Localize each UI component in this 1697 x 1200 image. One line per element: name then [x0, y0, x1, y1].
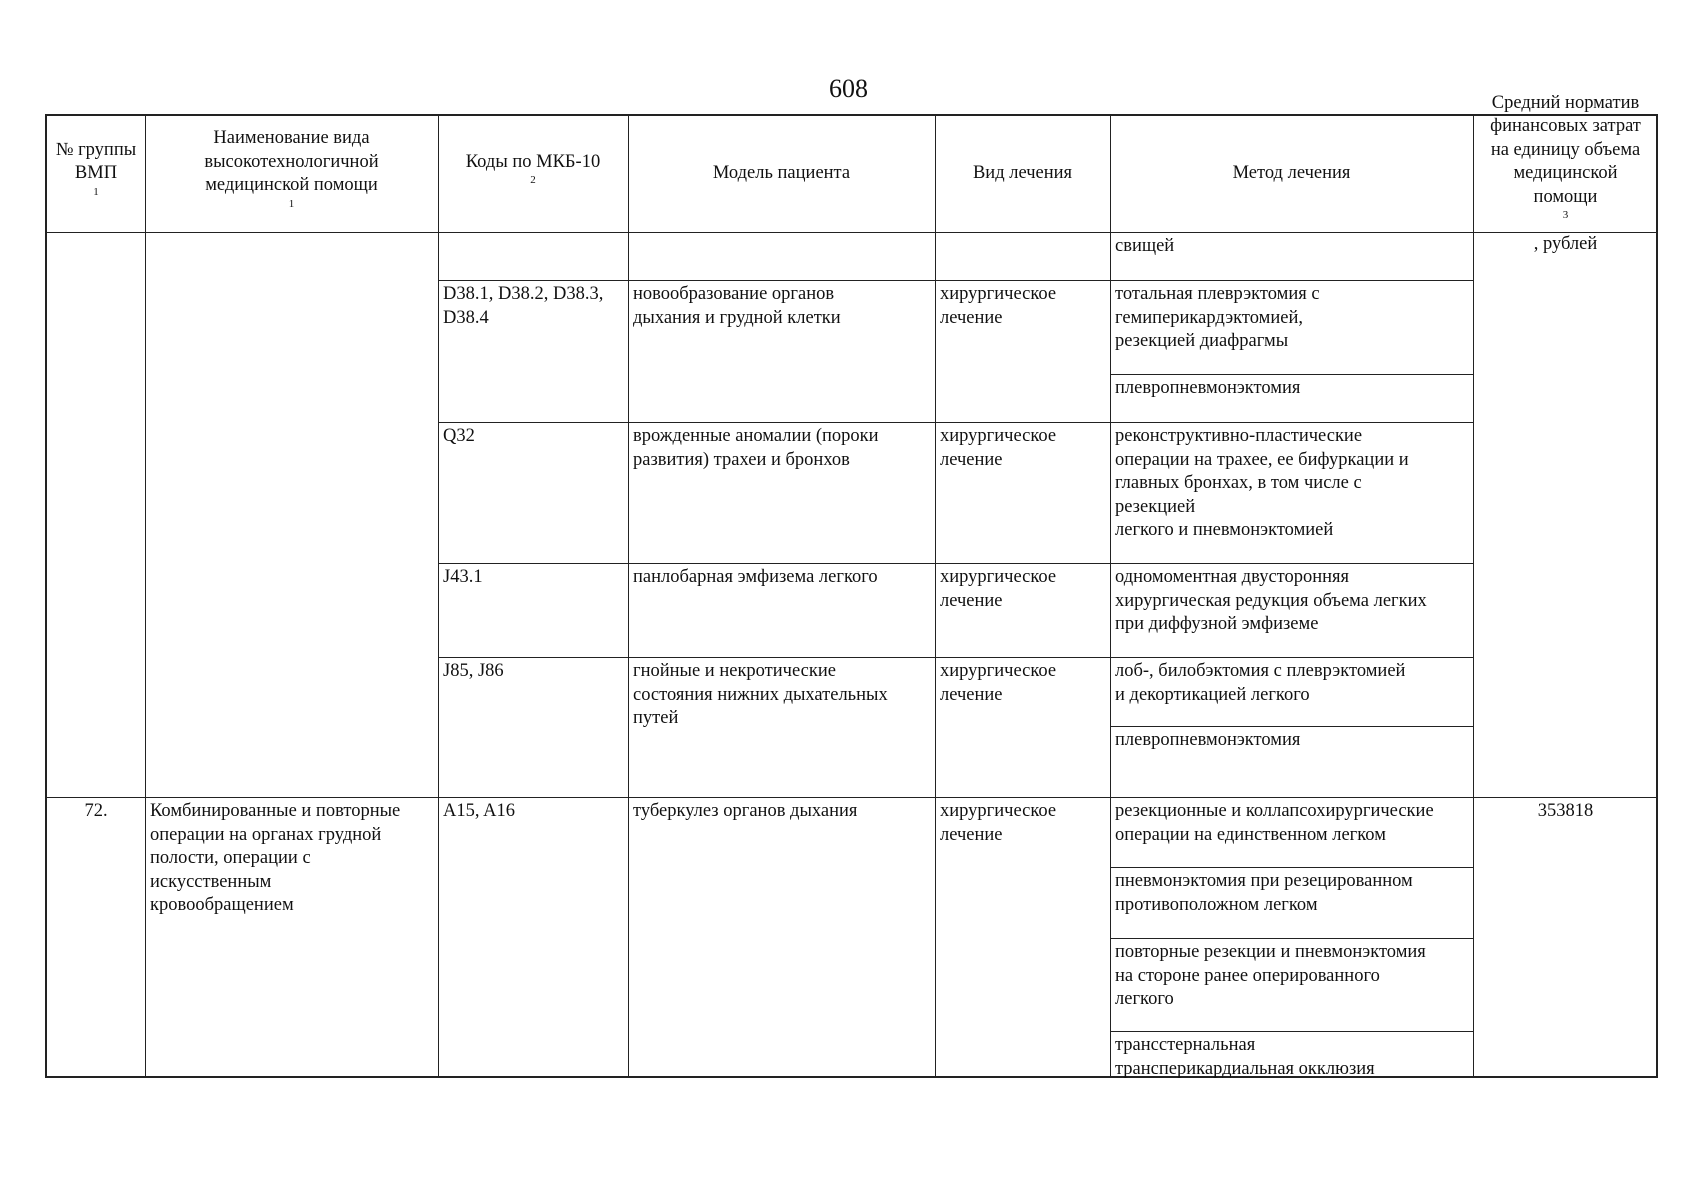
codes-cell: J85, J86 — [443, 661, 504, 681]
method-divider — [1110, 1031, 1473, 1032]
method-cell: трансстернальная трансперикардиальная окклюзия — [1115, 1035, 1375, 1079]
row-divider — [438, 280, 1473, 281]
codes-cell: D38.1, D38.2, D38.3, D38.4 — [443, 284, 604, 328]
treatment-cell: хирургическое лечение — [940, 661, 1057, 705]
vmp-table — [45, 92, 1658, 1079]
treatment-cell: хирургическое лечение — [940, 284, 1057, 328]
method-cell: повторные резекции и пневмонэктомия на стороне ранее оперированного легкого — [1115, 942, 1426, 1009]
codes-cell: J43.1 — [443, 567, 483, 587]
header-method: Метод лечения — [1232, 163, 1351, 184]
method-cell: пневмонэктомия при резецированном противоположном легком — [1115, 871, 1413, 915]
row-divider — [438, 563, 1473, 564]
method-cell: тотальная плеврэктомия с гемиперикардэктомией, резекцией диафрагмы — [1115, 284, 1320, 351]
method-cell: свищей — [1115, 236, 1175, 256]
header-treatment: Вид лечения — [972, 163, 1073, 184]
group-divider — [47, 797, 1658, 798]
row-divider — [438, 657, 1473, 658]
method-divider — [1110, 726, 1473, 727]
header-model: Модель пациента — [712, 163, 851, 184]
cost-cell: 353818 — [1537, 801, 1594, 821]
method-divider — [1110, 938, 1473, 939]
method-cell: одномоментная двусторонняя хирургическая редукция объема легких при диффузной эмфиземе — [1115, 567, 1427, 634]
col-line — [1473, 116, 1474, 1076]
col-line — [628, 116, 629, 1076]
method-cell: реконструктивно-пластические операции на трахее, ее бифуркации и главных бронхах, в том числе с резекцией легкого и пневмонэктомией — [1115, 426, 1409, 540]
page-number: 608 — [829, 74, 868, 103]
treatment-cell: хирургическое лечение — [940, 567, 1057, 611]
codes-cell: A15, A16 — [443, 801, 515, 821]
method-cell: резекционные и коллапсохирургические операции на единственном легком — [1115, 801, 1434, 845]
treatment-cell: хирургическое лечение — [940, 426, 1057, 470]
header-cost: Средний норматив финансовых затрат на единицу объема медицинской помощи $^3$ , рублей — [1490, 92, 1641, 254]
model-cell: гнойные и некротические состояния нижних дыхательных путей — [633, 661, 888, 728]
model-cell: новообразование органов дыхания и грудной клетки — [633, 284, 841, 328]
method-divider — [1110, 374, 1473, 375]
col-line — [145, 116, 146, 1076]
method-cell: лоб-, билобэктомия с плеврэктомией и декортикацией легкого — [1115, 661, 1406, 705]
model-cell: туберкулез органов дыхания — [633, 801, 858, 821]
method-cell: плевропневмонэктомия — [1115, 730, 1301, 750]
model-cell: панлобарная эмфизема легкого — [633, 567, 878, 587]
header-group: № группы ВМП $^1$ — [55, 139, 137, 198]
row-divider — [438, 422, 1473, 423]
header-codes: Коды по МКБ-10 $^2$ — [465, 151, 601, 186]
group-name-cell: Комбинированные и повторные операции на органах грудной полости, операции с искусственным кровообращением — [150, 801, 401, 915]
col-line — [438, 116, 439, 1076]
header-name: Наименование вида высокотехнологичной медицинской помощи $^1$ — [204, 128, 379, 210]
header-divider — [47, 232, 1658, 233]
model-cell: врожденные аномалии (пороки развития) трахеи и бронхов — [633, 426, 879, 470]
treatment-cell: хирургическое лечение — [940, 801, 1057, 845]
method-divider — [1110, 867, 1473, 868]
group-number-cell: 72. — [84, 801, 108, 821]
method-cell: плевропневмонэктомия — [1115, 378, 1301, 398]
codes-cell: Q32 — [443, 426, 475, 446]
